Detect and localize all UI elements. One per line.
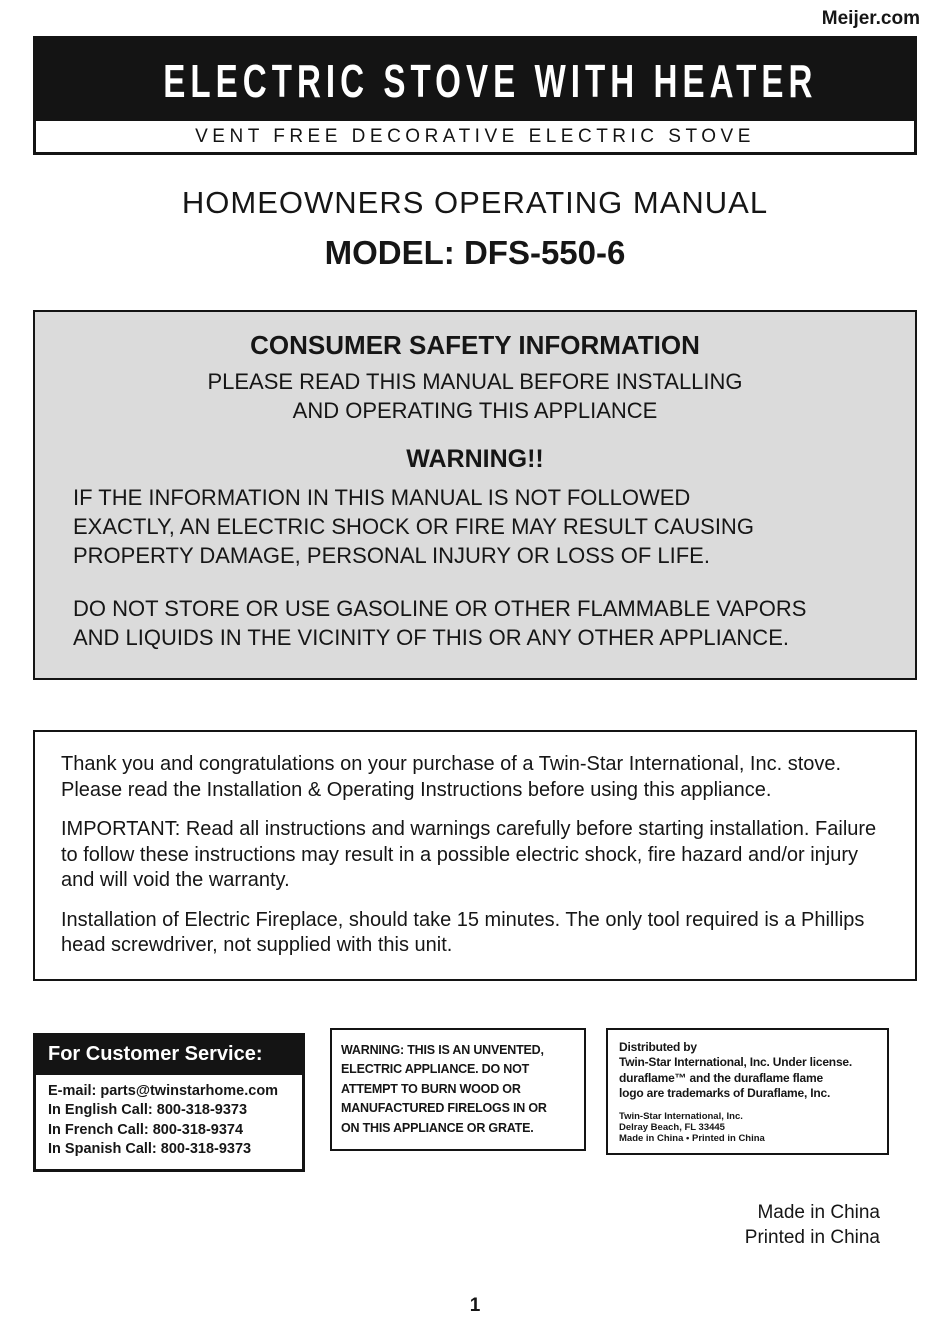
banner-title [36,39,914,121]
unvented-warning-line: ATTEMPT TO BURN WOOD OR [341,1081,521,1096]
intro-thank-you-paragraph: Thank you and congratulations on your purchase of a Twin-Star International, Inc. stove. Please read the Installation & Operating Instructions before using this appliance. [61,753,842,801]
warning-line: EXACTLY, AN ELECTRIC SHOCK OR FIRE MAY RESULT CAUSING [73,514,754,539]
customer-service-phone-english: In English Call: 800-318-9373 [48,1102,248,1118]
customer-service-title: For Customer Service: [36,1036,302,1075]
distributor-address-block [619,1111,876,1144]
warning-title: WARNING!! [406,445,544,473]
warning-paragraph-1 [73,483,877,570]
unvented-warning-line: MANUFACTURED FIRELOGS IN OR [341,1101,547,1115]
bottom-info-row [33,1028,917,1172]
warning-line: AND LIQUIDS IN THE VICINITY OF THIS OR ANY OTHER APPLIANCE. [73,625,789,650]
site-name: Meijer.com [821,8,920,29]
customer-service-box [33,1033,305,1172]
printed-in-line: Printed in China [744,1226,880,1248]
banner-subtitle: VENT FREE DECORATIVE ELECTRIC STOVE [36,121,914,152]
manual-title: HOMEOWNERS OPERATING MANUAL [181,185,769,220]
warning-paragraph-2 [73,594,877,652]
customer-service-details [36,1075,302,1169]
introduction-box [33,730,917,981]
safety-read-line: AND OPERATING THIS APPLIANCE [292,398,658,423]
customer-service-phone-french: In French Call: 800-318-9374 [48,1121,244,1138]
unvented-warning-line: WARNING: THIS IS AN UNVENTED, [341,1042,544,1057]
banner-title-text: ELECTRIC STOVE WITH HEATER [163,55,818,107]
warning-line: PROPERTY DAMAGE, PERSONAL INJURY OR LOSS OF LIFE. [73,543,710,568]
safety-box-title: CONSUMER SAFETY INFORMATION [250,330,700,360]
distributor-company: Twin-Star International, Inc. [619,1110,743,1122]
made-in-line: Made in China [757,1201,880,1223]
distributor-box [606,1028,889,1155]
safety-read-line: PLEASE READ THIS MANUAL BEFORE INSTALLING [207,369,743,394]
page-number: 1 [469,1295,481,1316]
intro-important-paragraph: IMPORTANT: Read all instructions and warnings carefully before starting installation. Failure to follow these instructions may result in a possible electric shock, fire hazard and/or injury and will void the warranty. [61,818,877,891]
unvented-warning-line: ON THIS APPLIANCE OR GRATE. [341,1120,534,1135]
distributor-line: duraflame™ and the duraflame flame [619,1070,823,1085]
model-number: MODEL: DFS-550-6 [324,234,626,271]
distributor-line: logo are trademarks of Duraflame, Inc. [619,1086,831,1100]
made-in-footer [0,1200,880,1250]
warning-line: DO NOT STORE OR USE GASOLINE OR OTHER FLAMMABLE VAPORS [73,596,807,621]
unvented-warning-box [330,1028,586,1152]
intro-installation-paragraph: Installation of Electric Fireplace, should take 15 minutes. The only tool required is a Phillips head screwdriver, not supplied with this unit. [61,908,865,956]
consumer-safety-box [33,310,917,680]
distributor-line: Distributed by [619,1039,697,1054]
unvented-warning-line: ELECTRIC APPLIANCE. DO NOT [341,1062,530,1076]
warning-line: IF THE INFORMATION IN THIS MANUAL IS NOT FOLLOWED [73,485,691,510]
distributor-origin: Made in China • Printed in China [619,1132,765,1144]
title-banner [33,36,917,155]
customer-service-email: E-mail: parts@twinstarhome.com [48,1082,279,1099]
customer-service-phone-spanish: In Spanish Call: 800-318-9373 [48,1141,252,1157]
distributor-line: Twin-Star International, Inc. Under license. [619,1055,853,1069]
distributor-address: Delray Beach, FL 33445 [619,1121,725,1133]
